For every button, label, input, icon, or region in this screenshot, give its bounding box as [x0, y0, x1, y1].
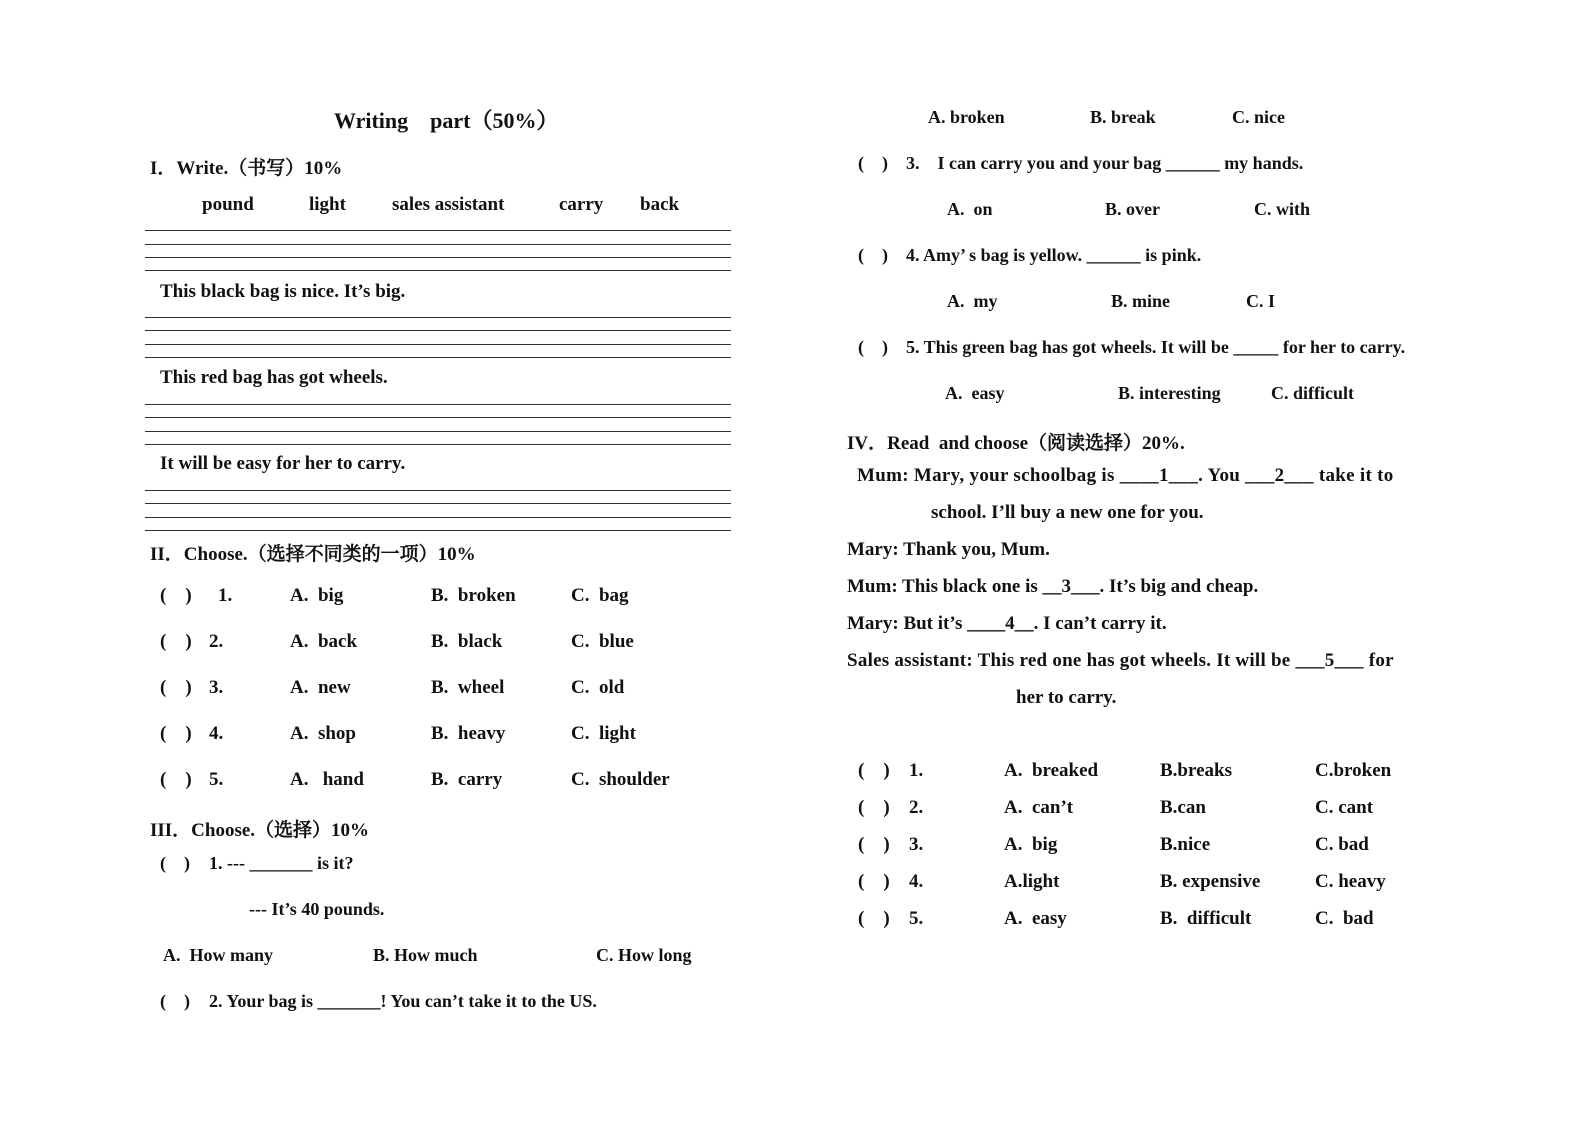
question-number: 3.: [909, 834, 924, 855]
writing-line: [145, 317, 731, 318]
option-c: C. bad: [1315, 834, 1369, 855]
answer-blank[interactable]: ( ): [160, 585, 192, 606]
question-text: 3. I can carry you and your bag ______ my hands.: [906, 153, 1304, 173]
option-b: B. wheel: [431, 677, 505, 698]
option-a: A. big: [290, 585, 344, 606]
dialogue-line: school. I’ll buy a new one for you.: [931, 502, 1204, 523]
option-b: B. black: [431, 631, 503, 652]
page-title: Writing part（50%）: [334, 108, 559, 133]
dialogue-line: her to carry.: [1016, 687, 1117, 708]
answer-blank[interactable]: ( ): [858, 153, 888, 173]
option-c: C. old: [571, 677, 625, 698]
section4-heading: IV．Read and choose（阅读选择）20%.: [847, 433, 1185, 454]
writing-line: [145, 431, 731, 432]
option-c: C. bag: [571, 585, 629, 606]
question-number: 3.: [209, 677, 224, 698]
option-c: C. I: [1246, 291, 1276, 311]
option-a: A. on: [947, 199, 993, 219]
option-a: A. new: [290, 677, 351, 698]
writing-line: [145, 257, 731, 258]
option-a: A. easy: [1004, 908, 1067, 929]
option-b: B.breaks: [1160, 760, 1232, 781]
writing-line: [145, 417, 731, 418]
question-text: 1. --- _______ is it?: [209, 853, 354, 873]
answer-blank[interactable]: ( ): [160, 769, 192, 790]
option-b: B. break: [1090, 107, 1156, 127]
writing-line: [145, 490, 731, 491]
answer-blank[interactable]: ( ): [160, 991, 190, 1011]
answer-blank[interactable]: ( ): [858, 760, 890, 781]
option-c: C. shoulder: [571, 769, 670, 790]
writing-line: [145, 230, 731, 231]
option-b: B. difficult: [1160, 908, 1252, 929]
option-a: A. big: [1004, 834, 1058, 855]
dialogue-line: Sales assistant: This red one has got wheels. It will be ___5___ for: [847, 650, 1394, 671]
answer-blank[interactable]: ( ): [858, 871, 890, 892]
option-b: B. heavy: [431, 723, 506, 744]
writing-line: [145, 517, 731, 518]
dialogue-line: Mary: Thank you, Mum.: [847, 539, 1050, 560]
option-c: C. bad: [1315, 908, 1374, 929]
question-number: 5.: [209, 769, 224, 790]
option-b: B. mine: [1111, 291, 1171, 311]
option-c: C. difficult: [1271, 383, 1354, 403]
answer-blank[interactable]: ( ): [858, 245, 888, 265]
option-a: A. easy: [945, 383, 1005, 403]
option-b: B. broken: [431, 585, 516, 606]
question-number: 4.: [209, 723, 224, 744]
option-c: C. cant: [1315, 797, 1374, 818]
question-number: 2.: [909, 797, 924, 818]
word-bank-item: carry: [559, 194, 604, 215]
dialogue-line: Mum: This black one is __3___. It’s big and cheap.: [847, 576, 1259, 597]
question-text: 2. Your bag is _______! You can’t take it to the US.: [209, 991, 597, 1011]
option-a: A. shop: [290, 723, 356, 744]
option-b: B. expensive: [1160, 871, 1261, 892]
answer-blank[interactable]: ( ): [858, 337, 888, 357]
option-c: C. How long: [596, 945, 692, 965]
option-b: B.nice: [1160, 834, 1211, 855]
option-b: B. carry: [431, 769, 503, 790]
option-c: C.broken: [1315, 760, 1392, 781]
writing-sentence: This black bag is nice. It’s big.: [160, 281, 406, 302]
writing-line: [145, 344, 731, 345]
answer-blank[interactable]: ( ): [858, 908, 890, 929]
option-a: A. How many: [163, 945, 274, 965]
writing-line: [145, 503, 731, 504]
option-a: A. can’t: [1004, 797, 1074, 818]
question-number: 1.: [909, 760, 924, 781]
answer-blank[interactable]: ( ): [858, 834, 890, 855]
option-c: C. with: [1254, 199, 1311, 219]
question-number: 4.: [909, 871, 924, 892]
word-bank-item: light: [309, 194, 346, 215]
answer-blank[interactable]: ( ): [160, 631, 192, 652]
option-b: B. interesting: [1118, 383, 1221, 403]
writing-sentence: This red bag has got wheels.: [160, 367, 388, 388]
writing-line: [145, 244, 731, 245]
question-number: 2.: [209, 631, 224, 652]
option-a: A. back: [290, 631, 358, 652]
option-a: A. breaked: [1004, 760, 1099, 781]
writing-line: [145, 404, 731, 405]
writing-line: [145, 530, 731, 531]
question-reply: --- It’s 40 pounds.: [249, 899, 385, 919]
option-a: A. broken: [928, 107, 1005, 127]
answer-blank[interactable]: ( ): [160, 723, 192, 744]
option-b: B. How much: [373, 945, 478, 965]
writing-line: [145, 444, 731, 445]
option-c: C. nice: [1232, 107, 1285, 127]
question-number: 5.: [909, 908, 924, 929]
writing-sentence: It will be easy for her to carry.: [160, 453, 406, 474]
question-text: 5. This green bag has got wheels. It will be _____ for her to carry.: [906, 337, 1406, 357]
writing-line: [145, 330, 731, 331]
option-b: B. over: [1105, 199, 1160, 219]
option-a: A. my: [947, 291, 998, 311]
option-c: C. blue: [571, 631, 634, 652]
section2-heading: II．Choose.（选择不同类的一项）10%: [150, 544, 476, 565]
option-b: B.can: [1160, 797, 1206, 818]
question-text: 4. Amy’ s bag is yellow. ______ is pink.: [906, 245, 1202, 265]
writing-line: [145, 357, 731, 358]
dialogue-line: Mary: But it’s ____4__. I can’t carry it.: [847, 613, 1167, 634]
option-c: C. light: [571, 723, 636, 744]
answer-blank[interactable]: ( ): [858, 797, 890, 818]
writing-line: [145, 270, 731, 271]
option-a: A. hand: [290, 769, 364, 790]
word-bank-item: sales assistant: [392, 194, 505, 215]
option-c: C. heavy: [1315, 871, 1386, 892]
section1-heading: I．Write.（书写）10%: [150, 158, 343, 179]
answer-blank[interactable]: ( ): [160, 677, 192, 698]
option-a: A.light: [1004, 871, 1060, 892]
section3-heading: III．Choose.（选择）10%: [150, 820, 370, 841]
answer-blank[interactable]: ( ): [160, 853, 190, 873]
dialogue-line: Mum: Mary, your schoolbag is ____1___. You ___2___ take it to: [857, 465, 1394, 486]
word-bank-item: pound: [202, 194, 254, 215]
word-bank-item: back: [640, 194, 680, 215]
question-number: 1.: [218, 585, 233, 606]
